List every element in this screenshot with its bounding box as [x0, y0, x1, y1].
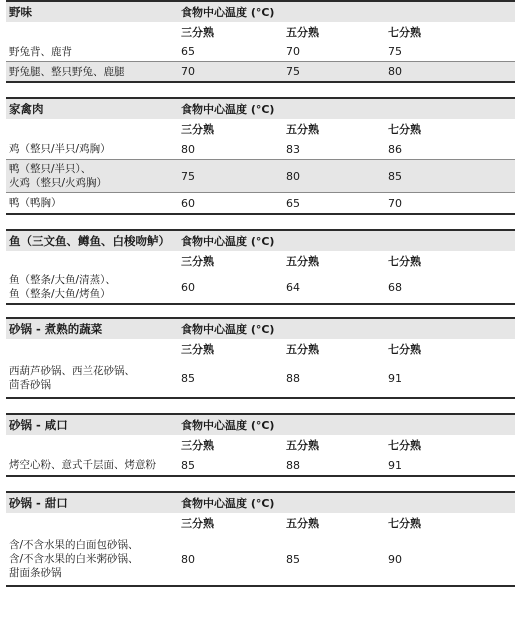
category-title: 砂锅 - 咸口 — [9, 418, 68, 432]
value-medium: 75 — [286, 65, 300, 78]
value-well: 80 — [388, 65, 402, 78]
col-well: 七分熟 — [388, 439, 421, 452]
category-title: 砂锅 - 甜口 — [9, 496, 68, 510]
col-medium: 五分熟 — [286, 255, 319, 268]
food-name: 野兔腿、整只野兔、鹿腿 — [9, 65, 125, 78]
value-medium: 80 — [286, 169, 300, 183]
value-rare: 85 — [181, 458, 195, 472]
value-well: 91 — [388, 458, 402, 472]
food-name: 鱼（整条/大鱼/清蒸）、 鱼（整条/大鱼/烤鱼） — [9, 274, 116, 300]
col-rare: 三分熟 — [181, 255, 214, 268]
doneness-header-row — [6, 339, 515, 359]
temperature-header: 食物中心温度 (°C) — [181, 497, 275, 510]
col-well: 七分熟 — [388, 343, 421, 356]
food-name: 烤空心粉、意式千层面、烤意粉 — [9, 459, 156, 471]
value-rare: 65 — [181, 45, 195, 58]
col-medium: 五分熟 — [286, 26, 319, 39]
table-section — [6, 317, 515, 399]
table-row — [6, 42, 515, 62]
col-medium: 五分熟 — [286, 123, 319, 136]
col-well: 七分熟 — [388, 123, 421, 136]
section-gap — [6, 305, 515, 317]
section-header — [6, 317, 515, 339]
section-gap — [6, 83, 515, 97]
col-rare: 三分熟 — [181, 517, 214, 530]
value-medium: 88 — [286, 458, 300, 472]
table-section — [6, 0, 515, 83]
section-gap — [6, 477, 515, 491]
table-row — [6, 271, 515, 303]
value-well: 86 — [388, 142, 402, 156]
doneness-header-row — [6, 22, 515, 42]
food-name: 鸭（鸭胸） — [9, 197, 62, 209]
value-well: 70 — [388, 196, 402, 210]
food-name: 鸡（整只/半只/鸡胸） — [9, 143, 111, 155]
temperature-header: 食物中心温度 (°C) — [181, 323, 275, 336]
table-row — [6, 455, 515, 475]
col-well: 七分熟 — [388, 517, 421, 530]
value-rare: 60 — [181, 280, 195, 294]
doneness-header-row — [6, 513, 515, 533]
value-rare: 80 — [181, 552, 195, 566]
section-header — [6, 413, 515, 435]
category-title: 家禽肉 — [9, 102, 44, 116]
col-well: 七分熟 — [388, 255, 421, 268]
value-well: 90 — [388, 552, 402, 566]
table-row — [6, 193, 515, 213]
section-header — [6, 0, 515, 22]
table-row — [6, 359, 515, 397]
value-rare: 80 — [181, 142, 195, 156]
temperature-header: 食物中心温度 (°C) — [181, 103, 275, 116]
temperature-header: 食物中心温度 (°C) — [181, 6, 275, 19]
section-header — [6, 97, 515, 119]
value-well: 68 — [388, 280, 402, 294]
table-section — [6, 491, 515, 587]
value-rare: 70 — [181, 65, 195, 78]
value-well: 91 — [388, 371, 402, 385]
col-rare: 三分熟 — [181, 439, 214, 452]
col-rare: 三分熟 — [181, 343, 214, 356]
table-row — [6, 62, 515, 81]
category-title: 鱼（三文鱼、鳟鱼、白梭吻鲈） — [9, 234, 170, 248]
section-header — [6, 491, 515, 513]
value-rare: 75 — [181, 169, 195, 183]
value-medium: 83 — [286, 142, 300, 156]
section-bottom-rule — [6, 585, 515, 587]
value-rare: 85 — [181, 371, 195, 385]
value-medium: 85 — [286, 552, 300, 566]
category-title: 野味 — [9, 5, 32, 19]
food-name: 野兔背、鹿背 — [9, 45, 72, 58]
table-section — [6, 97, 515, 215]
value-well: 75 — [388, 45, 402, 58]
food-name: 鸭（整只/半只）、 火鸡（整只/火鸡胸） — [9, 163, 108, 189]
col-medium: 五分熟 — [286, 517, 319, 530]
col-rare: 三分熟 — [181, 123, 214, 136]
table-row — [6, 160, 515, 193]
food-name: 西葫芦砂锅、西兰花砂锅、 茴香砂锅 — [9, 365, 135, 391]
value-medium: 70 — [286, 45, 300, 58]
category-title: 砂锅 - 煮熟的蔬菜 — [9, 322, 103, 336]
col-well: 七分熟 — [388, 26, 421, 39]
doneness-header-row — [6, 251, 515, 271]
food-name: 含/不含水果的白面包砂锅、 含/不含水果的白米粥砂锅、 甜面条砂锅 — [9, 539, 139, 579]
col-medium: 五分熟 — [286, 439, 319, 452]
value-medium: 88 — [286, 371, 300, 385]
value-rare: 60 — [181, 196, 195, 210]
value-well: 85 — [388, 169, 402, 183]
temperature-header: 食物中心温度 (°C) — [181, 419, 275, 432]
table-section — [6, 229, 515, 305]
doneness-header-row — [6, 435, 515, 455]
table-section — [6, 413, 515, 477]
section-gap — [6, 399, 515, 413]
section-gap — [6, 215, 515, 229]
col-medium: 五分熟 — [286, 343, 319, 356]
table-row — [6, 533, 515, 585]
doneness-header-row — [6, 119, 515, 139]
temperature-header: 食物中心温度 (°C) — [181, 235, 275, 248]
col-rare: 三分熟 — [181, 26, 214, 39]
value-medium: 64 — [286, 280, 300, 294]
value-medium: 65 — [286, 196, 300, 210]
table-row — [6, 139, 515, 160]
section-header — [6, 229, 515, 251]
